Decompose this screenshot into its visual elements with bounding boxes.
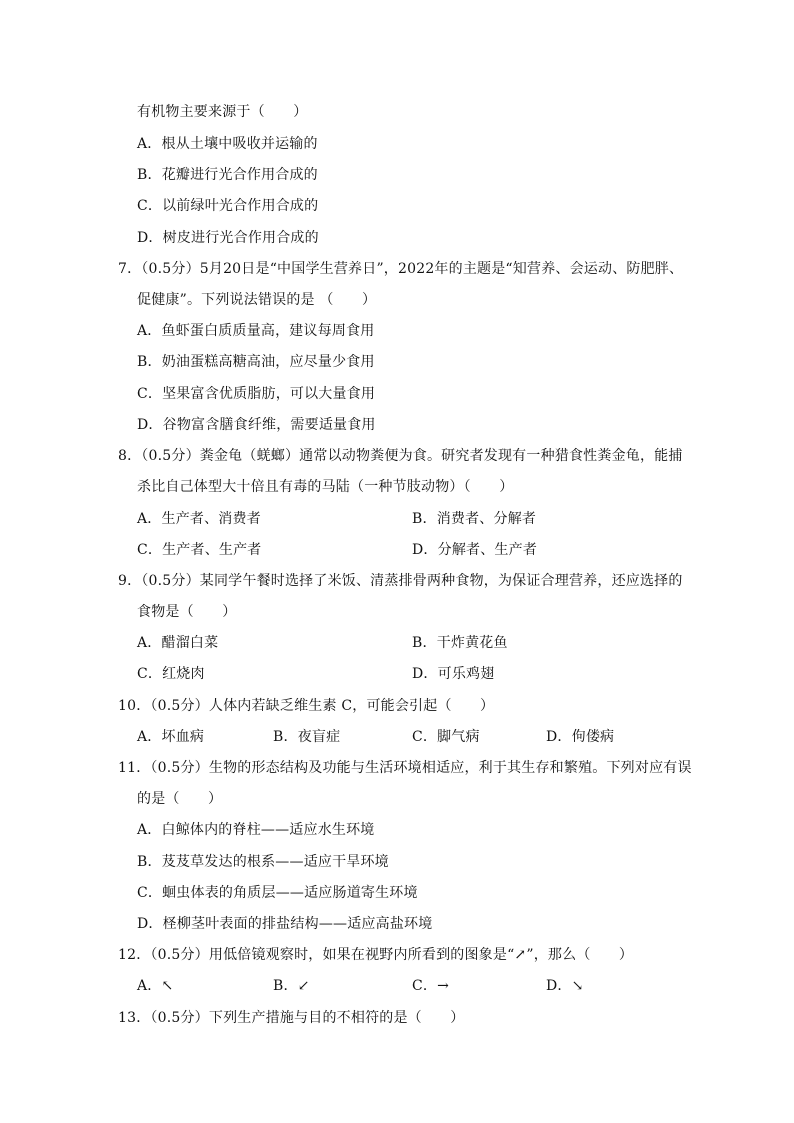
q12-option-c: C．→ <box>412 978 450 994</box>
q9-stem-line2: 食物是（ ） <box>137 604 237 620</box>
q10-stem: 10．（0.5分）人体内若缺乏维生素 C，可能会引起（ ） <box>118 698 495 714</box>
q8-stem-line1: 8．（0.5分）粪金龟（蜣螂）通常以动物粪便为食。研究者发现有一种猎食性粪金龟，能捕 <box>118 448 683 464</box>
q7-option-d: D．谷物富含膳食纤维，需要适量食用 <box>137 417 376 433</box>
q8-stem-line2: 杀比自己体型大十倍且有毒的马陆（一种节肢动物）（ ） <box>137 479 514 495</box>
q12-stem: 12．（0.5分）用低倍镜观察时，如果在视野内所看到的图象是“↗”，那么（ ） <box>118 947 634 963</box>
q7-option-b: B．奶油蛋糕高糖高油，应尽量少食用 <box>137 354 375 370</box>
q7-option-c: C．坚果富含优质脂肪，可以大量食用 <box>137 386 376 402</box>
q8-option-b: B．消费者、分解者 <box>412 511 537 527</box>
q7-stem-line2: 促健康”。下列说法错误的是 （ ） <box>137 292 377 308</box>
q11-stem-line1: 11．（0.5分）生物的形态结构及功能与生活环境相适应，利于其生存和繁殖。下列对应有误 <box>118 760 692 776</box>
q6-option-a: A．根从土壤中吸收并运输的 <box>137 136 318 152</box>
q11-option-d: D．柽柳茎叶表面的排盐结构——适应高盐环境 <box>137 916 433 932</box>
q9-option-b: B．干炸黄花鱼 <box>412 635 508 651</box>
q8-option-d: D．分解者、生产者 <box>412 542 538 558</box>
q6-stem: 有机物主要来源于（ ） <box>137 104 308 120</box>
q9-stem-line1: 9．（0.5分）某同学午餐时选择了米饭、清蒸排骨两种食物，为保证合理营养，还应选择的 <box>118 573 683 589</box>
q9-option-c: C．红烧肉 <box>137 666 205 682</box>
q8-option-c: C．生产者、生产者 <box>137 542 262 558</box>
q10-option-a: A．坏血病 <box>137 729 205 745</box>
q7-stem-line1: 7．（0.5分）5月20日是“中国学生营养日”，2022年的主题是“知营养、会运动、防肥胖、 <box>118 261 684 277</box>
q9-option-d: D．可乐鸡翅 <box>412 666 495 682</box>
q12-option-b: B．↙ <box>273 978 310 994</box>
q12-option-d: D．↘ <box>546 978 584 994</box>
q6-option-d: D．树皮进行光合作用合成的 <box>137 230 319 246</box>
q9-option-a: A．醋溜白菜 <box>137 635 219 651</box>
q12-option-a: A．↖ <box>137 978 174 994</box>
q13-stem: 13．（0.5分）下列生产措施与目的不相符的是（ ） <box>118 1010 465 1026</box>
q11-option-c: C．蛔虫体表的角质层——适应肠道寄生环境 <box>137 885 418 901</box>
q10-option-b: B．夜盲症 <box>273 729 341 745</box>
q11-stem-line2: 的是（ ） <box>137 791 223 807</box>
q6-option-c: C．以前绿叶光合作用合成的 <box>137 198 319 214</box>
q11-option-a: A．白鲸体内的脊柱——适应水生环境 <box>137 822 375 838</box>
q6-option-b: B．花瓣进行光合作用合成的 <box>137 167 318 183</box>
q8-option-a: A．生产者、消费者 <box>137 511 261 527</box>
q7-option-a: A．鱼虾蛋白质质量高，建议每周食用 <box>137 323 375 339</box>
q11-option-b: B．芨芨草发达的根系——适应干旱环境 <box>137 854 389 870</box>
q10-option-d: D．佝偻病 <box>546 729 615 745</box>
q10-option-c: C．脚气病 <box>412 729 480 745</box>
